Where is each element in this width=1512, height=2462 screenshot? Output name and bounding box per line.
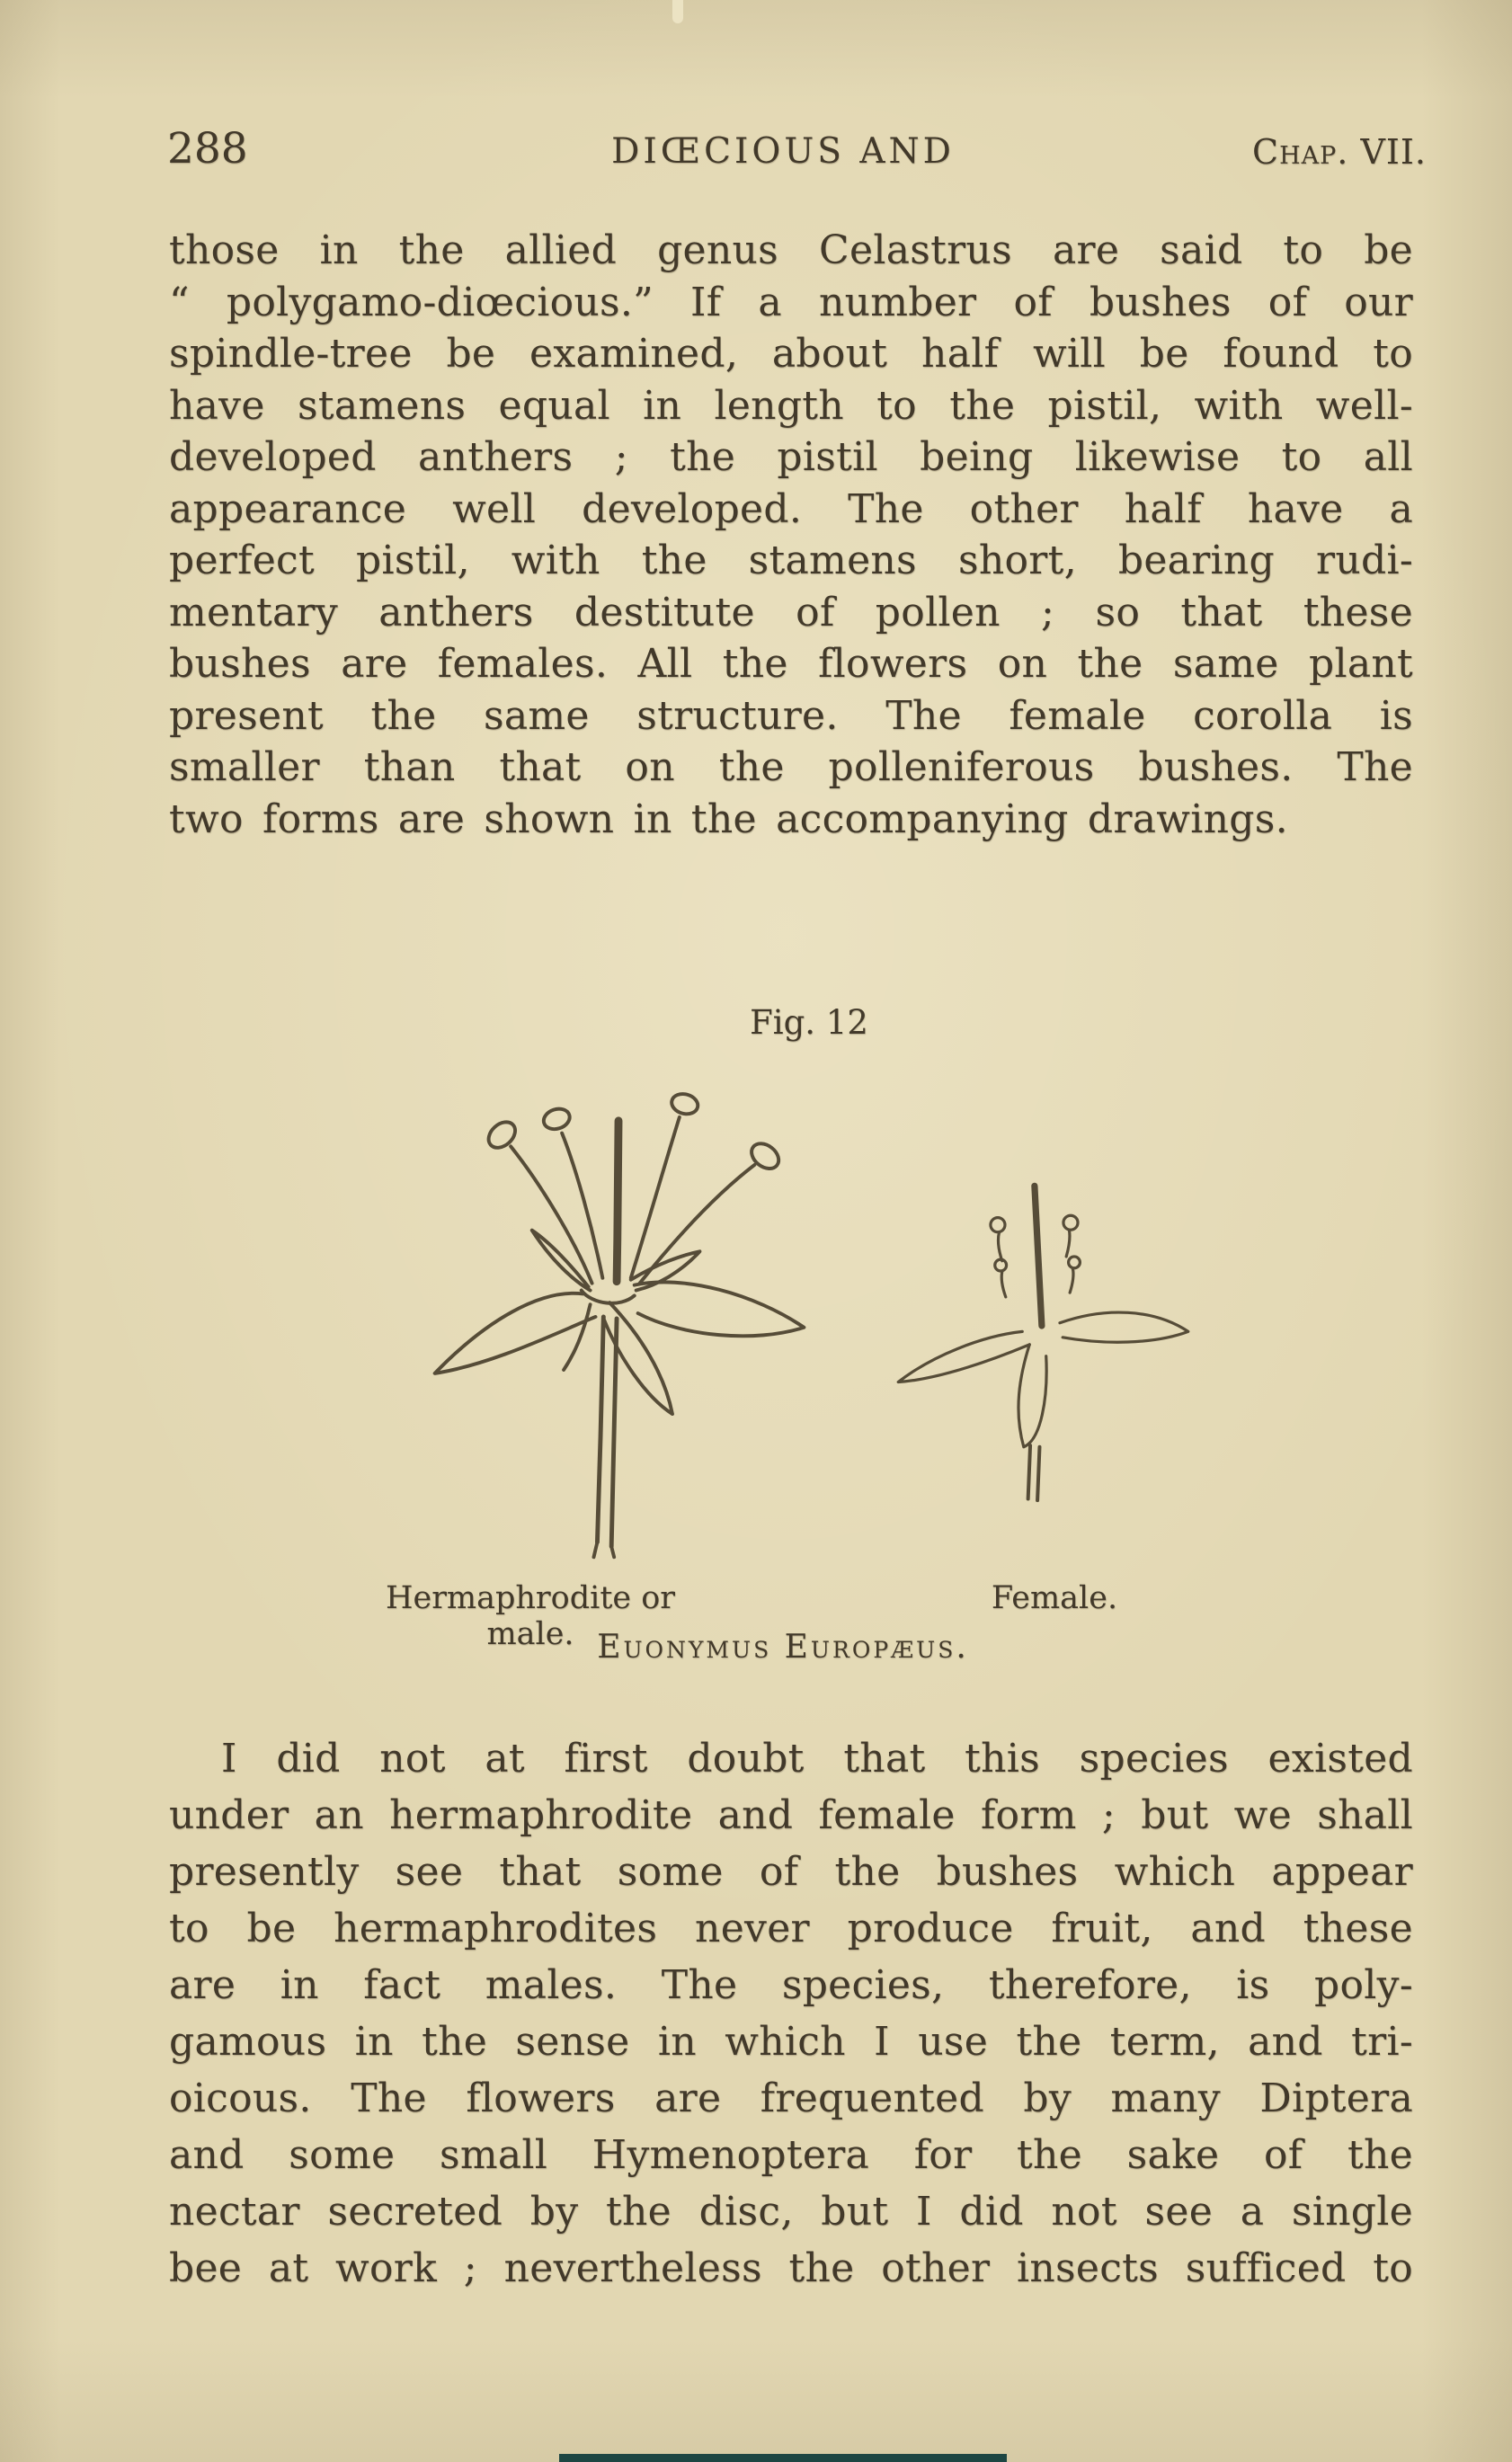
text-line: those in the allied genus Celastrus are said to be (169, 227, 1413, 273)
figure-caption-left: Hermaphrodite or male. (385, 1580, 676, 1652)
text-line: appearance well developed. The other half have a (169, 485, 1413, 532)
text-line: to be hermaphrodites never produce fruit, and these (169, 1906, 1413, 1951)
paragraph-1 (169, 225, 1413, 845)
scan-artifact-notch (672, 0, 683, 23)
text-line: are in fact males. The species, therefore, is poly- (169, 1962, 1413, 2008)
text-line: and some small Hymenoptera for the sake of the (169, 2132, 1413, 2178)
text-line: nectar secreted by the disc, but I did not see a single (169, 2189, 1413, 2235)
figure-label: Fig. 12 (750, 1003, 868, 1042)
text-line: mentary anthers destitute of pollen ; so that these (169, 589, 1413, 635)
text-line: I did not at first doubt that this species existed (221, 1736, 1413, 1782)
text-line: “ polygamo-diœcious.” If a number of bushes of our (169, 279, 1413, 325)
text-line: two forms are shown in the accompanying drawings. (169, 795, 1288, 842)
running-title: DIŒCIOUS AND (611, 131, 955, 172)
text-line: spindle-tree be examined, about half will be found to (169, 331, 1413, 377)
text-line: under an hermaphrodite and female form ; but we shall (169, 1792, 1413, 1838)
figure-caption-right: Female. (991, 1580, 1118, 1616)
text-line: oicous. The flowers are frequented by many Diptera (169, 2075, 1413, 2121)
text-line: perfect pistil, with the stamens short, bearing rudi- (169, 538, 1413, 583)
text-line: gamous in the sense in which I use the term, and tri- (169, 2019, 1413, 2065)
text-line: developed anthers ; the pistil being likewise to all (169, 434, 1413, 480)
text-line: bee at work ; nevertheless the other insects sufficed to (169, 2245, 1413, 2291)
text-line: bushes are females. All the flowers on the same plant (169, 641, 1413, 687)
hermaphrodite-flower-illustration (400, 1062, 840, 1570)
paragraph-2 (169, 1730, 1413, 2297)
text-line: presently see that some of the bushes which appear (169, 1849, 1413, 1895)
page-number: 288 (167, 124, 248, 173)
text-line: have stamens equal in length to the pistil, with well- (169, 382, 1413, 429)
female-flower-illustration (888, 1158, 1198, 1508)
scan-artifact-bar (559, 2454, 1007, 2462)
chapter-label: Chap. VII. (1252, 132, 1427, 172)
text-line: present the same structure. The female corolla is (169, 692, 1413, 739)
figure-species-caption: Euonymus Europæus. (597, 1629, 969, 1666)
text-line: smaller than that on the polleniferous bushes. The (169, 744, 1413, 790)
